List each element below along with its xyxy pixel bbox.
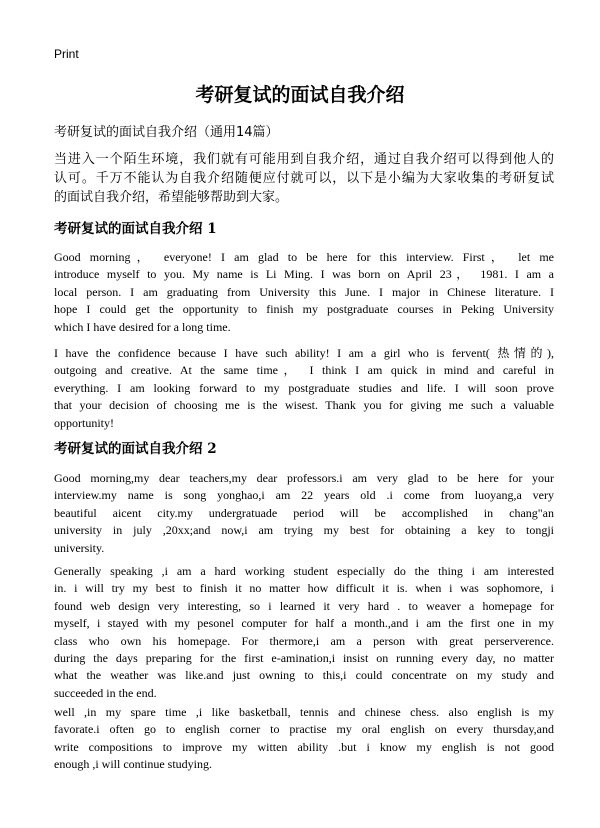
paragraph-line: that your decision of choosing me is the wisest. Thank you for giving me such a valuable	[54, 398, 554, 413]
print-link[interactable]: Print	[54, 47, 79, 61]
paragraph-line: succeeded in the end.	[54, 685, 157, 700]
section-heading: 考研复试的面试自我介绍 1	[54, 221, 217, 237]
paragraph-line: hope I could get the opportunity to finish my postgraduate courses in Peking University	[54, 302, 554, 317]
section-paragraph	[54, 704, 554, 774]
paragraph-line: university.	[54, 540, 105, 555]
section-heading: 考研复试的面试自我介绍 2	[54, 441, 217, 457]
paragraph-line: enough ,i will continue studying.	[54, 757, 212, 772]
paragraph-line: class who own his homepage. For thermore,i am a person with great perserverence.	[54, 633, 554, 648]
intro-line: 的面试自我介绍，希望能够帮助到大家。	[54, 190, 289, 205]
paragraph-line: during the days preparing for the first e-amination,i insist on running every day, no matter	[54, 651, 554, 666]
paragraph-line: everything. I am looking forward to my postgraduate studies and life. I will soon prove	[54, 380, 554, 395]
paragraph-line: well ,in my spare time ,i like basketball, tennis and chinese chess. also english is my	[54, 705, 554, 719]
section-paragraph	[54, 249, 554, 336]
paragraph-line: found web design very interesting, so i learned it very hard . to weaver a homepage for	[54, 598, 554, 613]
page-subtitle: 考研复试的面试自我介绍（通用14篇）	[54, 125, 279, 140]
section-paragraph	[54, 470, 554, 557]
paragraph-line: interview.my name is song yonghao,i am 22 years old .i come from luoyang,a very	[54, 488, 554, 503]
paragraph-line: outgoing and creative. At the same time， I think I am quick in mind and careful in	[54, 363, 554, 378]
paragraph-line: opportunity!	[54, 415, 114, 430]
paragraph-line: write compositions to improve my witten ability .but i know my english is not good	[54, 739, 554, 754]
intro-paragraph	[54, 150, 554, 207]
paragraph-line: university in july ,20xx;and now,i am trying my best for obtaining a key to tongji	[54, 523, 554, 538]
intro-line: 认可。千万不能认为自我介绍随便应付就可以，以下是小编为大家收集的考研复试	[54, 171, 554, 186]
intro-line: 当进入一个陌生环境，我们就有可能用到自我介绍，通过自我介绍可以得到他人的	[54, 152, 554, 167]
section-paragraph	[54, 345, 554, 432]
paragraph-line: introduce myself to you. My name is Li Ming. I was born on April 23， 1981. I am a	[54, 267, 554, 282]
paragraph-line: what the weather was like.and just owning to this,i could concentrate on my study and	[54, 668, 554, 683]
page-title: 考研复试的面试自我介绍	[195, 84, 405, 106]
paragraph-line: in. i will try my best to finish it no matter how difficult it is. when i was sophomore, i	[54, 581, 554, 596]
paragraph-line: favorate.i often go to english corner to practise my oral english on every thursday,and	[54, 722, 554, 737]
section-paragraph	[54, 563, 554, 702]
paragraph-line: I have the confidence because I have such ability! I am a girl who is fervent( 热情的),	[54, 346, 554, 360]
paragraph-line: Generally speaking ,i am a hard working student especially do the thing i am interested	[54, 564, 554, 578]
paragraph-line: myself, i stayed with my pesonel computer for half a month.,and i am the first one in my	[54, 616, 554, 631]
paragraph-line: beautiful aicent city.my undergratuade period will be accomplished in chang"an	[54, 505, 554, 520]
paragraph-line: which I have desired for a long time.	[54, 319, 231, 334]
paragraph-line: Good morning,my dear teachers,my dear professors.i am very glad to be here for your	[54, 471, 554, 485]
paragraph-line: local person. I am graduating from University this June. I major in Chinese literature. I	[54, 284, 554, 299]
paragraph-line: Good morning， everyone! I am glad to be here for this interview. First， let me	[54, 250, 554, 264]
